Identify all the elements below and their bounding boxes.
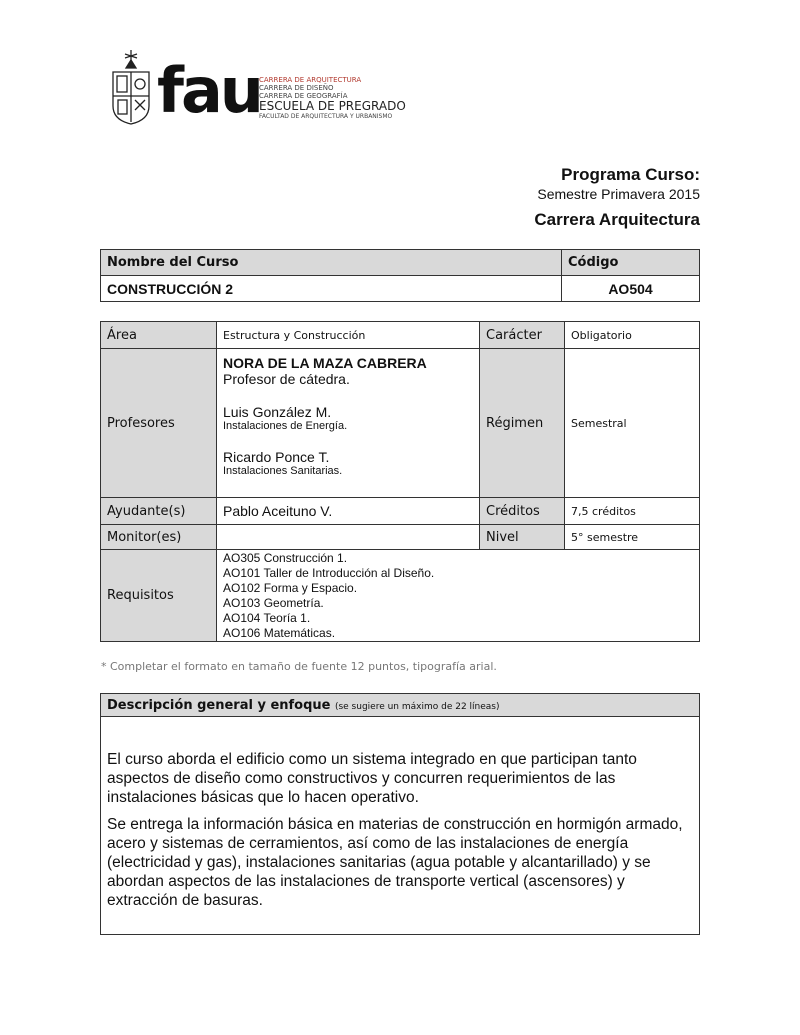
logo-line: FACULTAD DE ARQUITECTURA Y URBANISMO [259, 113, 393, 120]
description-heading: Descripción general y enfoque [107, 698, 331, 713]
caracter-label: Carácter [480, 322, 565, 349]
course-name-header: Nombre del Curso [101, 250, 562, 276]
description-hint: (se sugiere un máximo de 22 líneas) [334, 702, 500, 712]
caracter-value: Obligatorio [565, 322, 700, 349]
logo-subtitles [259, 76, 406, 120]
ayudante-label: Ayudante(s) [101, 498, 217, 525]
logo-line: CARRERA DE DISEÑO [259, 84, 334, 92]
course-table [100, 249, 700, 302]
area-label: Área [101, 322, 217, 349]
logo-line: CARRERA DE GEOGRAFÍA [259, 92, 348, 100]
professor-role: Instalaciones de Energía. [223, 420, 348, 432]
description-paragraph: Se entrega la información básica en materias de construcción en hormigón armado, acero y sistemas de cerramientos, así como de las instalaciones de energía (electricidad y gas), instalaciones sanitarias (agua potable y alcantarillado) y se abordan aspectos de las instalaciones de transporte vertical (ascensores) y extracción de basuras. [107, 816, 683, 909]
semester-label: Semestre Primavera 2015 [537, 186, 700, 202]
description-table [100, 693, 700, 935]
requisitos-label: Requisitos [101, 550, 217, 642]
nivel-value: 5° semestre [565, 525, 700, 550]
monitor-label: Monitor(es) [101, 525, 217, 550]
creditos-value: 7,5 créditos [565, 498, 700, 525]
regimen-value: Semestral [565, 349, 700, 498]
ayudante-value: Pablo Aceituno V. [217, 498, 480, 525]
requisito-item: AO104 Teoría 1. [223, 611, 311, 625]
profesores-label: Profesores [101, 349, 217, 498]
requisito-item: AO103 Geometría. [223, 596, 324, 610]
course-code-header: Código [562, 250, 700, 276]
course-name: CONSTRUCCIÓN 2 [101, 276, 562, 302]
professor-name: Ricardo Ponce T. [223, 449, 330, 465]
page-title: Programa Curso: [561, 165, 700, 184]
format-note: * Completar el formato en tamaño de fuente 12 puntos, tipografía arial. [101, 660, 497, 673]
professor-role: Profesor de cátedra. [223, 371, 350, 387]
description-paragraph: El curso aborda el edificio como un sistema integrado en que participan tanto aspectos de diseño como constructivos y concurren requerimientos de las instalaciones básicas que lo hacen operativo. [107, 751, 637, 806]
logo-line: ESCUELA DE PREGRADO [259, 99, 406, 113]
creditos-label: Créditos [480, 498, 565, 525]
requisito-item: AO305 Construcción 1. [223, 551, 348, 565]
logo-line: CARRERA DE ARQUITECTURA [259, 76, 362, 84]
description-header [101, 694, 700, 717]
professor-name: Luis González M. [223, 404, 332, 420]
requisito-item: AO102 Forma y Espacio. [223, 581, 358, 595]
requisito-item: AO101 Taller de Introducción al Diseño. [223, 566, 435, 580]
monitor-value [217, 525, 480, 550]
professor-name: NORA DE LA MAZA CABRERA [223, 355, 427, 371]
professor-role: Instalaciones Sanitarias. [223, 465, 343, 477]
university-seal-icon [109, 48, 153, 126]
regimen-label: Régimen [480, 349, 565, 498]
course-code: AO504 [562, 276, 700, 302]
requisitos-list [217, 550, 700, 642]
profesores-list [217, 349, 480, 498]
description-body [101, 717, 700, 935]
course-details-table [100, 321, 700, 642]
nivel-label: Nivel [480, 525, 565, 550]
brand-logo-text: fau [157, 54, 261, 127]
requisito-item: AO106 Matemáticas. [223, 626, 336, 640]
area-value: Estructura y Construcción [217, 322, 480, 349]
career-title: Carrera Arquitectura [534, 210, 700, 229]
